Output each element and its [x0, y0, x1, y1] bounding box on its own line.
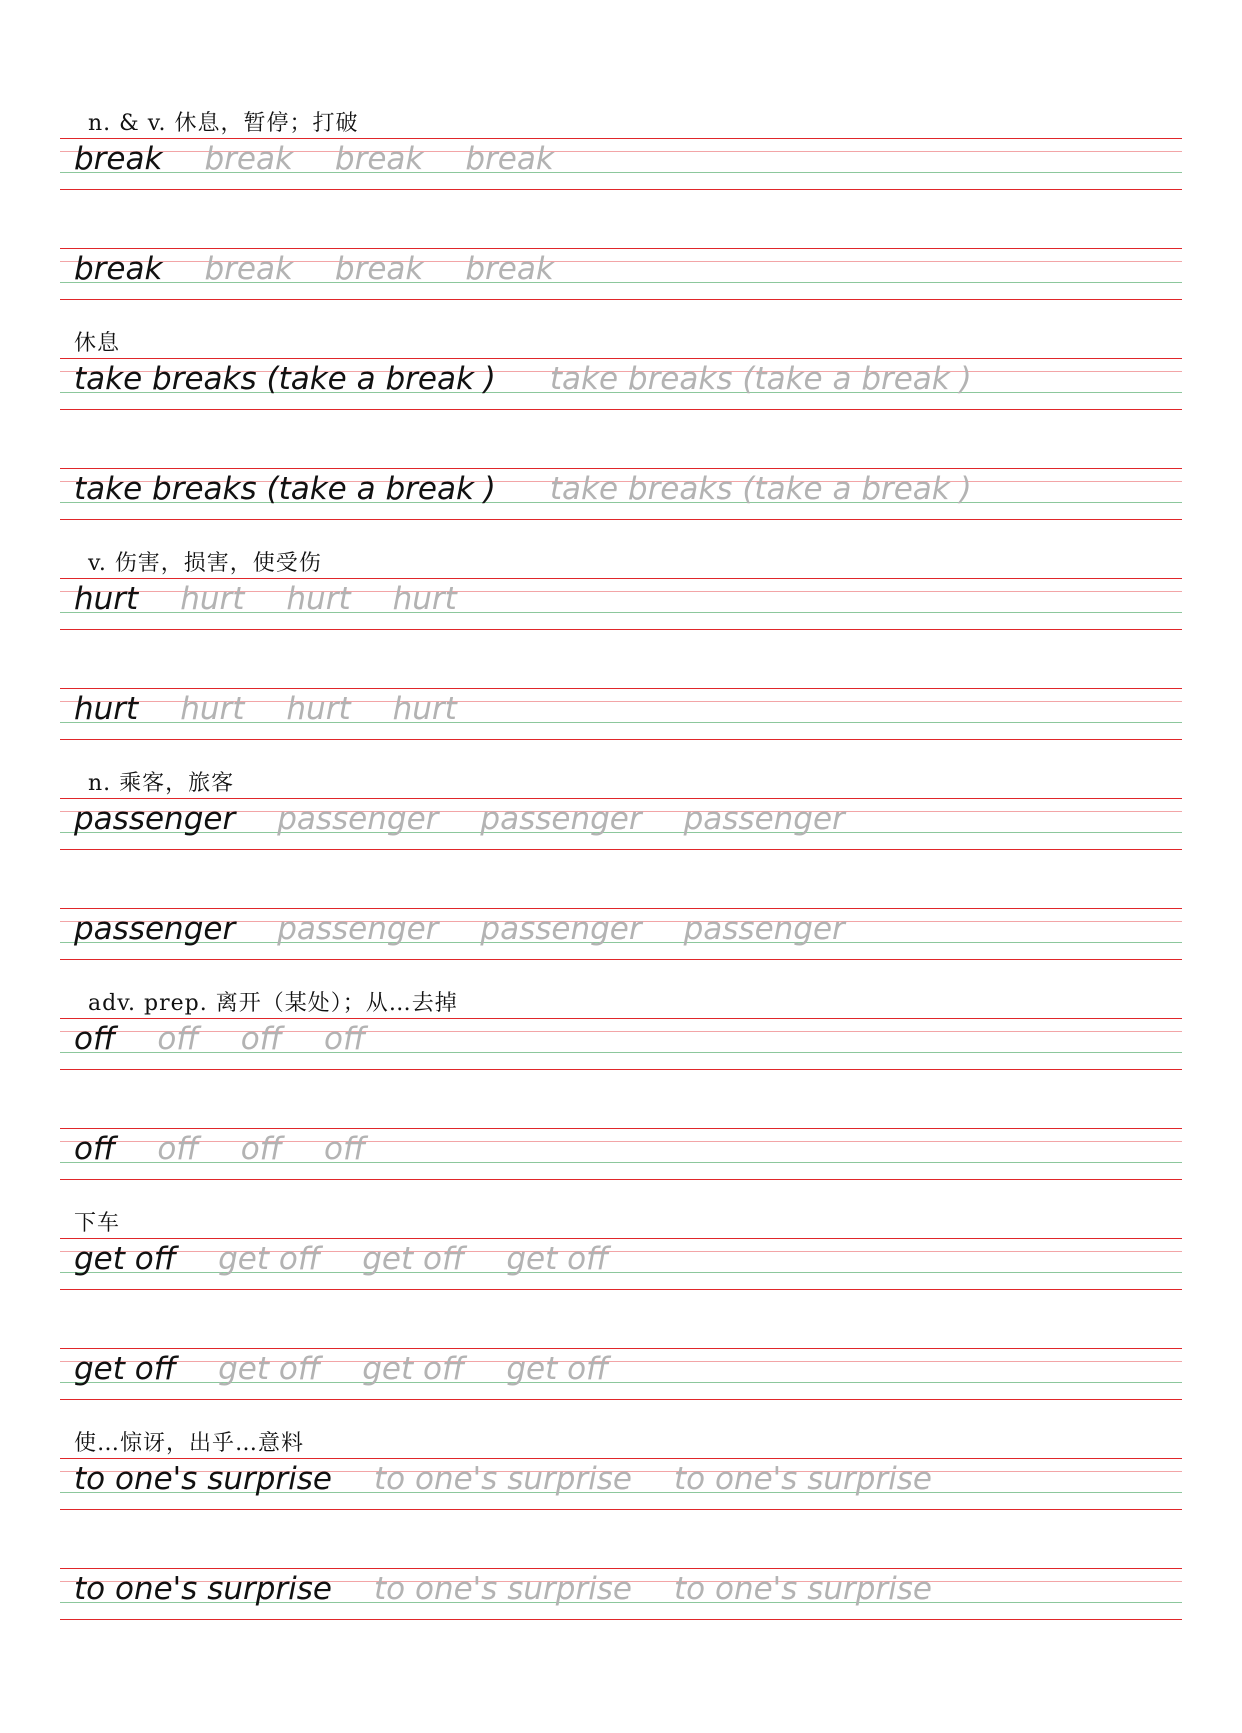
trace-word: passenger [480, 801, 642, 837]
model-word: break [74, 141, 163, 177]
handwriting-row [60, 1348, 1182, 1400]
guide-line-bottom [60, 299, 1182, 300]
trace-word: get off [362, 1351, 465, 1387]
guide-line-bottom [60, 1509, 1182, 1510]
trace-word: hurt [392, 691, 457, 727]
trace-word: off [157, 1021, 199, 1057]
trace-word: passenger [683, 911, 845, 947]
guide-line-bottom [60, 849, 1182, 850]
model-word: off [74, 1131, 116, 1167]
guide-line-bottom [60, 739, 1182, 740]
model-word: hurt [74, 691, 139, 727]
handwriting-row [60, 138, 1182, 190]
trace-word: get off [362, 1241, 465, 1277]
handwriting-row [60, 468, 1182, 520]
trace-word: get off [506, 1351, 609, 1387]
trace-word: passenger [277, 911, 439, 947]
handwriting-row [60, 798, 1182, 850]
trace-word: hurt [392, 581, 457, 617]
trace-word: off [324, 1131, 366, 1167]
guide-line-bottom [60, 1289, 1182, 1290]
model-word: take breaks (take a break ) [74, 471, 496, 507]
trace-word: passenger [683, 801, 845, 837]
trace-word: hurt [180, 581, 245, 617]
model-word: hurt [74, 581, 139, 617]
trace-word: break [334, 141, 424, 177]
guide-line-bottom [60, 629, 1182, 630]
handwriting-row [60, 1568, 1182, 1620]
trace-word: to one's surprise [674, 1571, 932, 1607]
guide-line-bottom [60, 189, 1182, 190]
trace-word: break [465, 141, 554, 177]
trace-word: break [204, 141, 293, 177]
trace-word: break [465, 251, 554, 287]
handwriting-row [60, 688, 1182, 740]
trace-word: off [240, 1131, 283, 1167]
trace-word: to one's surprise [674, 1461, 932, 1497]
guide-line-bottom [60, 1179, 1182, 1180]
model-word: to one's surprise [74, 1461, 332, 1497]
trace-word: off [157, 1131, 199, 1167]
guide-line-bottom [60, 1399, 1182, 1400]
guide-line-bottom [60, 1069, 1182, 1070]
handwriting-row [60, 358, 1182, 410]
trace-word: off [324, 1021, 366, 1057]
model-word: take breaks (take a break ) [74, 361, 496, 397]
handwriting-row [60, 1018, 1182, 1070]
trace-word: to one's surprise [374, 1461, 632, 1497]
trace-word: to one's surprise [374, 1571, 632, 1607]
trace-word: break [204, 251, 293, 287]
model-word: break [74, 251, 163, 287]
trace-word: get off [218, 1241, 321, 1277]
model-word: get off [74, 1241, 177, 1277]
entry-gloss: 休息 [74, 331, 121, 356]
model-word: to one's surprise [74, 1571, 332, 1607]
trace-word: take breaks (take a break ) [549, 361, 972, 397]
guide-line-bottom [60, 519, 1182, 520]
handwriting-row [60, 1458, 1182, 1510]
handwriting-row [60, 248, 1182, 300]
entry-gloss: 下车 [74, 1211, 121, 1236]
entry-gloss: v. 伤害，损害，使受伤 [88, 551, 322, 576]
entry-gloss: 使…惊讶，出乎…意料 [74, 1431, 305, 1456]
trace-word: hurt [286, 581, 351, 617]
handwriting-row [60, 1238, 1182, 1290]
model-word: passenger [74, 911, 236, 947]
entry-gloss: n. & v. 休息，暂停；打破 [88, 111, 359, 136]
trace-word: get off [506, 1241, 609, 1277]
handwriting-row [60, 908, 1182, 960]
guide-line-bottom [60, 409, 1182, 410]
guide-line-bottom [60, 1619, 1182, 1620]
trace-word: take breaks (take a break ) [549, 471, 972, 507]
guide-line-bottom [60, 959, 1182, 960]
trace-word: hurt [180, 691, 245, 727]
trace-word: passenger [480, 911, 642, 947]
trace-word: passenger [277, 801, 439, 837]
model-word: passenger [74, 801, 236, 837]
trace-word: get off [218, 1351, 321, 1387]
model-word: off [74, 1021, 116, 1057]
trace-word: off [240, 1021, 283, 1057]
handwriting-row [60, 1128, 1182, 1180]
handwriting-row [60, 578, 1182, 630]
trace-word: break [334, 251, 424, 287]
entry-gloss: adv. prep. 离开（某处）；从…去掉 [88, 991, 458, 1016]
entry-gloss: n. 乘客，旅客 [88, 771, 235, 796]
trace-word: hurt [286, 691, 351, 727]
model-word: get off [74, 1351, 177, 1387]
